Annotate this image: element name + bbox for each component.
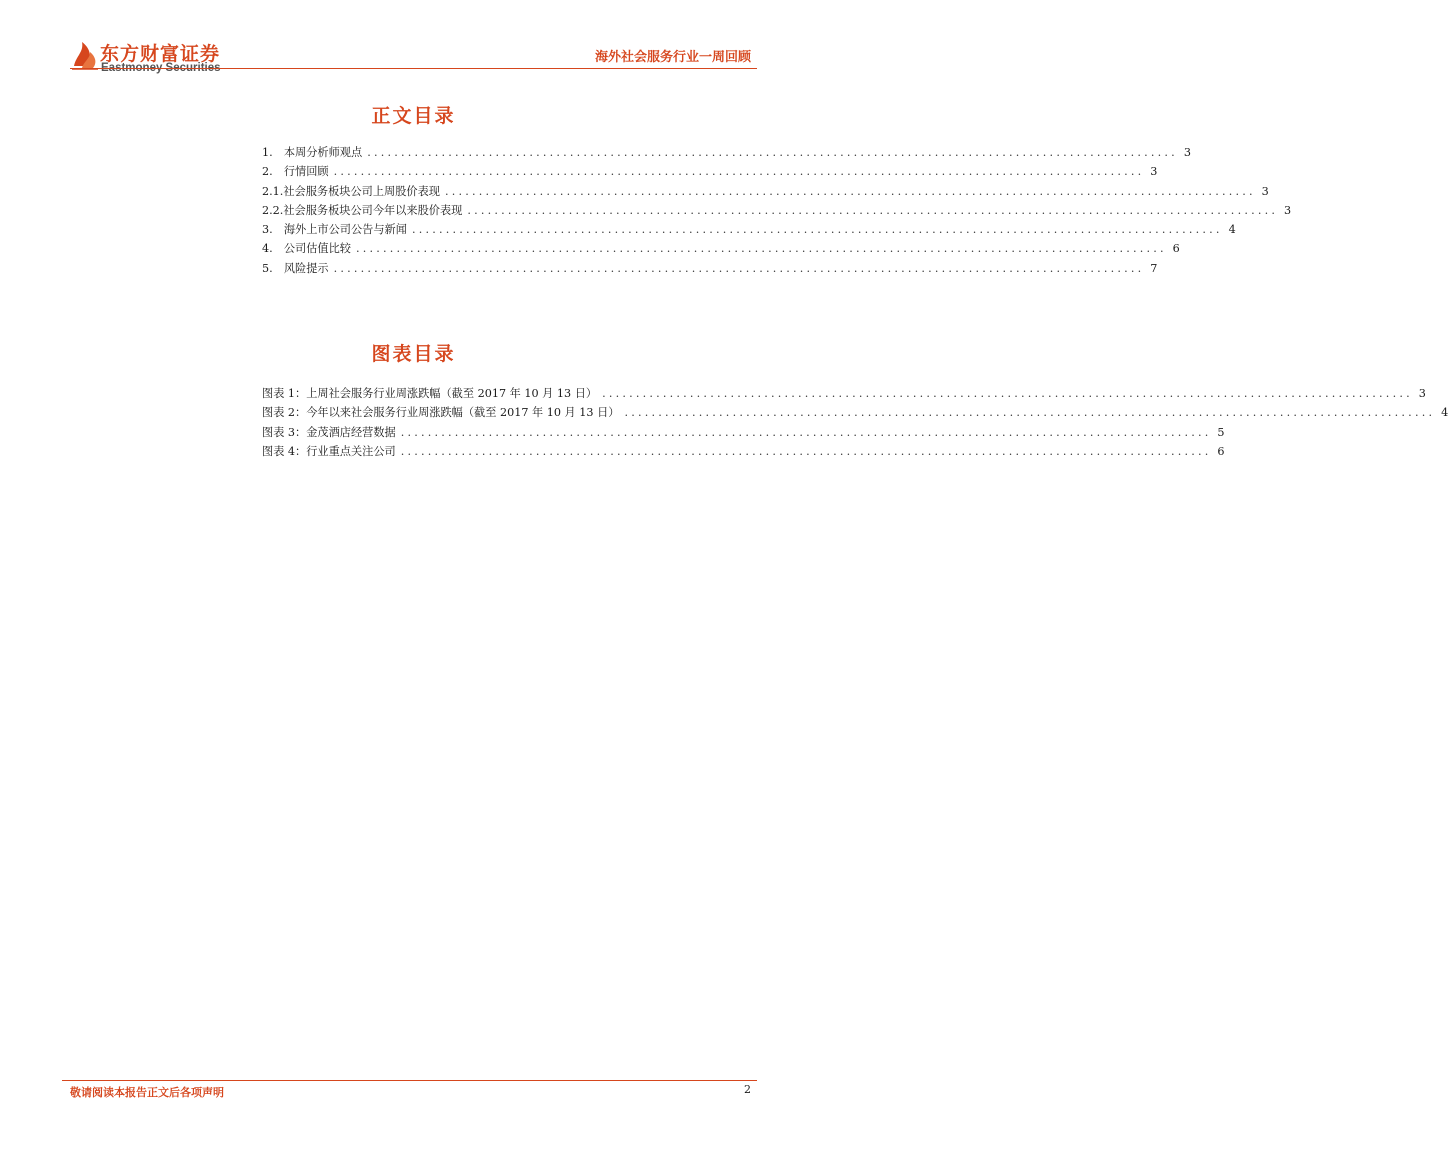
toc-entry[interactable] [262, 182, 1269, 201]
toc-entry-page: 7 [1150, 261, 1158, 275]
toc-entry-label: 2. 行情回顾 [262, 165, 329, 179]
disclaimer-note: 敬请阅读本报告正文后各项声明 [70, 1086, 224, 1099]
toc-entry-page: 4 [1228, 223, 1236, 237]
leader-dots: ........................................................................................................................ [411, 223, 1223, 237]
figure-entry-label: 图表 1：上周社会服务行业周涨跌幅（截至 2017 年 10 月 13 日） [262, 387, 598, 400]
leader-dots: ........................................................................................................................ [367, 146, 1178, 159]
leader-dots: ........................................................................................................................ [356, 242, 1167, 256]
company-logo [70, 36, 240, 80]
toc-entry-page: 3 [1283, 203, 1292, 217]
leader-dots: ........................................................................................................................ [333, 165, 1145, 179]
leader-dots: ........................................................................................................................ [444, 184, 1256, 198]
leader-dots: ........................................................................................................................ [602, 387, 1413, 400]
figure-entry[interactable] [262, 384, 1426, 403]
logo-english-name: Eastmoney Securities [101, 62, 221, 74]
logo-chinese-name: 东方财富证券 [100, 43, 221, 65]
flame-logo-icon [70, 38, 100, 70]
toc-entry-label: 4. 公司估值比较 [262, 242, 351, 256]
toc-entry[interactable] [262, 162, 1158, 181]
figure-entry-page: 3 [1418, 387, 1426, 400]
toc-entry-label: 1. 本周分析师观点 [262, 146, 363, 159]
figure-entry[interactable] [262, 423, 1225, 442]
figures-list [262, 384, 1448, 461]
toc-entry[interactable] [262, 220, 1236, 239]
report-title: 海外社会服务行业一周回顾 [594, 50, 751, 65]
toc-entry-label: 5. 风险提示 [262, 261, 329, 275]
toc-entry[interactable] [262, 259, 1158, 278]
header-divider [70, 68, 757, 69]
leader-dots: ........................................................................................................................ [333, 261, 1145, 275]
toc-title: 正文目录 [371, 105, 456, 127]
figure-entry-label: 图表 2：今年以来社会服务行业周涨跌幅（截至 2017 年 10 月 13 日） [262, 406, 620, 420]
figures-title: 图表目录 [371, 343, 456, 365]
toc-entry[interactable] [262, 201, 1292, 220]
toc-entry-label: 2.1.社会服务板块公司上周股价表现 [262, 184, 440, 198]
figure-entry[interactable] [262, 442, 1225, 461]
toc-entry-label: 2.2.社会服务板块公司今年以来股价表现 [262, 203, 463, 217]
toc-entry-page: 3 [1150, 165, 1158, 179]
toc-list [262, 143, 1292, 278]
figure-entry-page: 5 [1217, 425, 1225, 439]
toc-entry-page: 3 [1183, 146, 1191, 159]
footer-divider [62, 1080, 757, 1081]
leader-dots: ........................................................................................................................ [467, 203, 1279, 217]
page-number: 2 [744, 1083, 751, 1096]
toc-entry[interactable] [262, 239, 1180, 258]
figure-entry-label: 图表 4：行业重点关注公司 [262, 444, 396, 458]
leader-dots: ........................................................................................................................ [400, 444, 1212, 458]
figure-entry-page: 4 [1441, 406, 1448, 420]
toc-entry-label: 3. 海外上市公司公告与新闻 [262, 223, 407, 237]
toc-entry-page: 3 [1261, 184, 1269, 198]
leader-dots: ........................................................................................................................ [624, 406, 1436, 420]
toc-entry[interactable] [262, 143, 1191, 162]
leader-dots: ........................................................................................................................ [400, 425, 1212, 439]
toc-entry-page: 6 [1172, 242, 1180, 256]
figure-entry-page: 6 [1217, 444, 1225, 458]
figure-entry-label: 图表 3：金茂酒店经营数据 [262, 425, 396, 439]
figure-entry[interactable] [262, 403, 1448, 422]
